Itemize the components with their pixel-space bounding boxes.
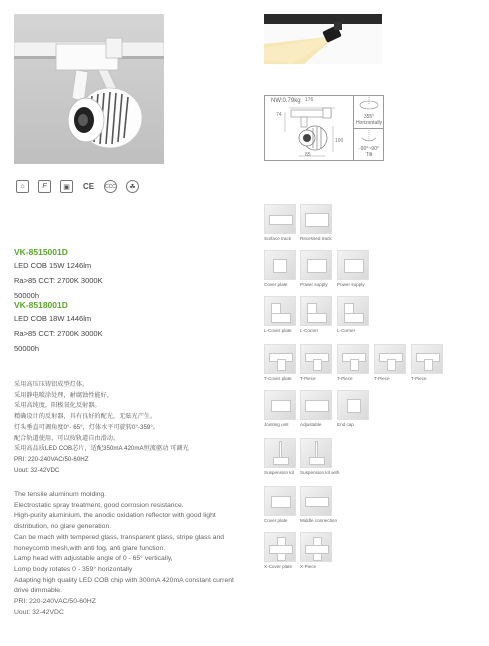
accessory-label: Adjustable bbox=[300, 422, 322, 427]
rotation-specs bbox=[353, 96, 384, 160]
accessory-label: L-Corner bbox=[300, 328, 319, 333]
feature-line: 采用高压压铸铝成型灯体。 bbox=[14, 381, 89, 388]
accessory-label: T-Piece bbox=[337, 376, 353, 381]
accessory-image bbox=[300, 204, 332, 234]
feature-line: Uout: 32-42VDC bbox=[14, 608, 64, 616]
feature-line: The tensile aluminum molding. bbox=[14, 491, 107, 498]
accessory-image bbox=[264, 486, 296, 516]
accessory-image bbox=[300, 344, 332, 374]
feature-line: Adapting high quality LED COB chip with 300mA 420mA constant current drive dimmable. bbox=[14, 576, 234, 595]
accessory-image bbox=[337, 390, 369, 420]
spec-line: LED COB 18W 1446lm bbox=[14, 314, 92, 323]
accessory-label: T-Cover plate bbox=[264, 376, 292, 381]
tilt-rotation: -90°~90° Tilt bbox=[354, 128, 384, 160]
accessory-label: Suspension kit bbox=[264, 470, 294, 475]
accessory-image bbox=[411, 344, 443, 374]
accessory-image bbox=[337, 296, 369, 326]
accessory-label: Cover plate bbox=[264, 282, 288, 287]
accessory-label: L-Corner bbox=[337, 328, 356, 333]
accessory-label: L-Cover plate bbox=[264, 328, 292, 333]
accessory-label: X-Cover plate bbox=[264, 564, 293, 569]
accessory-label: Suspension kit with bbox=[300, 470, 340, 475]
feature-line: 采用高品质LED COB芯片，适配350mA 420mA恒流驱动 可调光 bbox=[14, 445, 189, 453]
accessory-item bbox=[337, 390, 369, 427]
accessory-image bbox=[374, 344, 406, 374]
spec-line: Ra>85 CCT: 2700K 3000K bbox=[14, 276, 103, 285]
spec-line: LED COB 15W 1246lm bbox=[14, 261, 92, 270]
accessory-item bbox=[300, 296, 332, 333]
f-mark-icon: F bbox=[38, 180, 51, 193]
accessory-image bbox=[264, 390, 296, 420]
product-spec-1 bbox=[14, 247, 103, 301]
accessory-item bbox=[411, 344, 443, 381]
accessory-item bbox=[264, 344, 296, 381]
accessory-image bbox=[264, 296, 296, 326]
accessory-image bbox=[300, 250, 332, 280]
accessory-label: Surface track bbox=[264, 236, 292, 241]
beam-angle-illustration bbox=[264, 14, 382, 64]
accessory-item bbox=[264, 204, 296, 241]
accessory-item bbox=[300, 438, 339, 475]
dim-depth: 100 bbox=[335, 138, 344, 144]
accessory-item bbox=[264, 250, 296, 287]
feature-line: Lamp head with adjustable angle of 0 - 65° vertically, bbox=[14, 555, 173, 563]
accessory-item bbox=[337, 344, 369, 381]
accessory-label: End cap bbox=[337, 422, 354, 427]
model-number: VK-8518001D bbox=[14, 300, 68, 310]
accessory-image bbox=[337, 344, 369, 374]
accessory-image bbox=[300, 390, 332, 420]
accessory-item bbox=[374, 344, 406, 381]
accessory-label: T-Piece bbox=[374, 376, 390, 381]
feature-line: High-purity aluminium, the anodic oxidation reflector with good light distribution, no glare generation. bbox=[14, 512, 216, 531]
feature-line: Electrostatic spray treatment, good corrosion resistance. bbox=[14, 501, 184, 509]
accessory-image bbox=[264, 438, 296, 468]
accessory-item bbox=[337, 250, 369, 287]
accessory-image bbox=[300, 486, 332, 516]
dim-length: 176 bbox=[305, 97, 314, 103]
house-icon: ⌂ bbox=[16, 180, 29, 193]
feature-line: PRI: 220-240VAC/50-60HZ bbox=[14, 598, 96, 606]
accessory-item bbox=[300, 486, 337, 523]
accessory-label: Power supply bbox=[300, 282, 328, 287]
en-feature-list bbox=[14, 490, 244, 618]
product-photo bbox=[14, 14, 164, 164]
accessory-image bbox=[264, 204, 296, 234]
product-spec-2 bbox=[14, 300, 103, 354]
dim-height: 74 bbox=[276, 112, 282, 118]
accessory-label: Jointing unit bbox=[264, 422, 289, 427]
feature-line: 采用高纯度，阳极氧化反射器。 bbox=[14, 402, 101, 410]
accessory-item bbox=[264, 486, 296, 523]
certification-icons bbox=[16, 180, 139, 193]
accessory-image bbox=[300, 532, 332, 562]
spec-line: 50000h bbox=[14, 344, 40, 353]
accessory-label: T-Piece bbox=[411, 376, 427, 381]
weight-label: NW:0.79kg bbox=[271, 98, 301, 104]
accessory-item bbox=[264, 296, 296, 333]
feature-line: Can be mach with tempered glass, transparent glass, stripe glass and honeycomb mesh,with anti fog, anti glare function. bbox=[14, 533, 225, 552]
spec-line: Ra>85 CCT: 2700K 3000K bbox=[14, 329, 103, 338]
accessory-label: Power supply bbox=[337, 282, 365, 287]
accessory-image bbox=[337, 250, 369, 280]
accessory-item bbox=[300, 344, 332, 381]
horizontal-rotation: 355° Horizontally bbox=[354, 96, 384, 129]
accessory-image bbox=[264, 344, 296, 374]
accessory-item bbox=[300, 204, 332, 241]
accessory-label: X-Piece bbox=[300, 564, 317, 569]
accessory-item bbox=[300, 390, 332, 427]
feature-line: PRI: 220-240VAC/50-60HZ bbox=[14, 455, 89, 463]
feature-line: 采用静电喷涂处理，耐腐蚀性能好。 bbox=[14, 391, 113, 399]
feature-line: Lomp body rotates 0 - 359° horizontally bbox=[14, 565, 133, 573]
dim-diameter: 85 bbox=[305, 152, 311, 158]
accessory-image bbox=[264, 250, 296, 280]
accessory-label: Middle connection bbox=[300, 518, 338, 523]
accessory-item bbox=[264, 390, 296, 427]
accessory-image bbox=[300, 438, 332, 468]
spec-line: 50000h bbox=[14, 291, 40, 300]
ce-mark-icon: CE bbox=[82, 182, 95, 191]
feature-line: 配合轨道使用，可以按轨道自由滑动。 bbox=[14, 434, 120, 442]
dimension-drawing bbox=[264, 95, 384, 161]
model-number: VK-8515001D bbox=[14, 247, 68, 257]
accessory-item bbox=[300, 250, 332, 287]
accessory-item bbox=[264, 532, 296, 569]
leaf-icon: ☘ bbox=[126, 180, 139, 193]
accessory-item bbox=[337, 296, 369, 333]
feature-line: Uout: 32-42VDC bbox=[14, 466, 60, 474]
feature-line: 精确设计的反射器，具有良好的配光，无眩光产生。 bbox=[14, 413, 157, 421]
accessory-label: Cover plate bbox=[264, 518, 288, 523]
accessory-image bbox=[300, 296, 332, 326]
accessory-item bbox=[264, 438, 296, 475]
double-square-icon: ▣ bbox=[60, 180, 73, 193]
feature-line: 灯头垂直可调角度0°- 65°，灯体水平可旋转0°-359°。 bbox=[14, 423, 160, 431]
accessory-item bbox=[300, 532, 332, 569]
cn-feature-list bbox=[14, 380, 189, 476]
ccc-mark-icon: CCC bbox=[104, 180, 117, 193]
accessory-image bbox=[264, 532, 296, 562]
accessory-label: Recessed track bbox=[300, 236, 332, 241]
accessory-label: T-Piece bbox=[300, 376, 316, 381]
